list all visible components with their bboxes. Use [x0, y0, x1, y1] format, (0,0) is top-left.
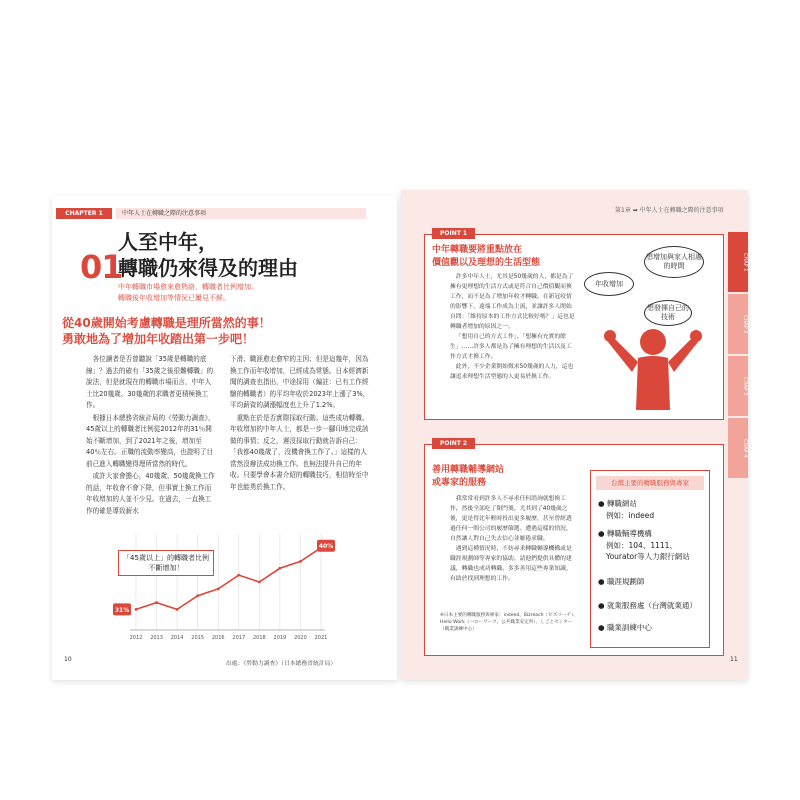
paragraph: 遇到這種情況時，不妨尋求轉職輔導機構或是職涯規劃師等專家的協助。請他們提供具體的建議，轉職也成功轉職。多多善用這些專業知識，有助於找到理想的工作。 — [450, 546, 572, 582]
service-label: 職業訓練中心 — [606, 623, 652, 632]
running-header: 第1章 ➡ 中年人士在轉職之際的注意事項 — [615, 207, 724, 214]
point1-heading-line2: 價值觀以及理想的生活型態 — [432, 258, 541, 268]
x-tick-label: 2016 — [211, 635, 225, 641]
service-label: 轉職輔導機構 — [606, 529, 652, 538]
x-tick-label: 2018 — [252, 635, 266, 641]
thought-bubble-income: 年收增加 — [584, 272, 634, 296]
x-tick-label: 2015 — [191, 635, 205, 641]
data-point — [155, 601, 158, 604]
chart-callout: 「45歲以上」的轉職者比例不斷增加！ — [118, 550, 214, 576]
page-title-line1: 人至中年， — [118, 230, 218, 254]
x-tick-label: 2013 — [150, 635, 163, 641]
paragraph: 許多中年人士，尤其是50幾歲的人，都是為了擁有更理想的生活方式或是符合自己價值觀而換工作，而不是為了增加年收才轉職。在新冠疫情的影響下，遠端工作成為主流，並讓許多人開始自問：「維持原本的工作方式比較好嗎？」這也是轉職者增加的原因之一。 — [450, 274, 575, 330]
service-item: ● 轉職輔導機構 — [598, 529, 652, 538]
point2-text — [450, 494, 576, 584]
page-number-left: 10 — [64, 656, 72, 663]
service-label: 職涯規劃師 — [606, 577, 645, 586]
side-tab-chapter-3[interactable]: CHAP 3 — [728, 356, 748, 416]
paragraph: 根據日本總務省統計局的《勞動力調查》，45歲以上的轉職者比例從2012年的31％開始不斷增加，到了2021年之後，增加至40％左右。正職的流動率變高，也證明了目前已進入轉職變得理所當然的時代。 — [86, 413, 215, 468]
section-number: 01 — [80, 248, 123, 286]
paragraph: 各位讀者是否曾聽說「35歲是轉職的底線」？過去的確有「35歲之後很難轉職」的說法，但是就現在的轉職市場而言，中年人士比20幾歲、30幾歲的求職者更積極換工作。 — [86, 355, 214, 409]
subtitle-line2: 轉職後年收增加等情況已屢見不鮮。 — [118, 294, 230, 302]
paragraph: 或許大家會擔心，40幾歲、50幾歲換工作的話，年收會不會下降，但事實上換工作而年收增加的人並不少見。在過去，一直換工作的確是導致薪水 — [86, 472, 215, 515]
service-item: ● 職業訓練中心 — [598, 623, 652, 632]
x-tick-label: 2012 — [129, 635, 143, 641]
end-value-label: 40% — [318, 543, 334, 551]
x-tick-label: 2017 — [232, 635, 246, 641]
red-heading-line2: 勇敢地為了增加年收踏出第一步吧！ — [62, 332, 255, 346]
data-point — [176, 608, 179, 611]
side-tab-chapter-2[interactable]: CHAP 2 — [728, 294, 748, 354]
point2-note: ※日本主要的轉職服務與專家：indeed、Bizreach（ビズリーチ）、Hello Work（ハローワーク，公共職業安定所）、しごとセンター（職業訓練中心） — [440, 613, 578, 632]
data-point — [217, 587, 220, 590]
service-label: 轉職網站 — [606, 499, 637, 508]
data-point — [299, 560, 302, 563]
chart-source: 出處：《勞動力調查》（日本總務省統計局） — [226, 661, 337, 667]
data-point — [258, 581, 261, 584]
page-number-right: 11 — [730, 656, 738, 663]
x-tick-label: 2019 — [273, 635, 287, 641]
chapter-title: 中年人士在轉職之際的注意事項 — [116, 208, 366, 219]
red-heading-line1: 從40歲開始考慮轉職是理所當然的事！ — [62, 316, 271, 330]
service-item: ● 就業服務處（台灣就業通） — [598, 601, 697, 610]
paragraph: 下滑、職涯愈走愈窄的主因；但是這幾年，因為換工作而年收增加，已經成為常態。日本經濟新聞的調查也指出，中途採用（編註：已有工作經驗的轉職者）的平均年收於2023年上漲了3%，平均薪資的調漲幅度也上升了1.2%。 — [230, 355, 370, 409]
service-item: ● 轉職網站 — [598, 499, 637, 508]
data-point — [237, 574, 240, 577]
x-tick-label: 2021 — [314, 635, 328, 641]
body-column-right — [230, 354, 370, 494]
point2-heading-line1: 善用轉職輔導網站 — [432, 465, 505, 475]
page-title-line2: 轉職仍來得及的理由 — [118, 256, 298, 280]
service-item: ● 職涯規劃師 — [598, 577, 645, 586]
paragraph: 此外，不少企業開始徵求50幾歲的人力，這也讓追求理想生活型態的人更易於換工作。 — [450, 364, 574, 380]
subtitle-line1: 中年轉職市場愈來愈熱絡，轉職者比例增加。 — [118, 283, 258, 291]
x-tick-label: 2014 — [170, 635, 184, 641]
service-example: 例如：104、1111、 — [606, 541, 677, 550]
data-point — [135, 608, 138, 611]
point-tag-1: POINT 1 — [432, 228, 475, 239]
service-label: 就業服務處（台灣就業通） — [606, 601, 697, 610]
paragraph: 我常常看到許多人不尋求任何諮詢就想換工作，然後全部吃了閉門羹。尤其到了40幾歲之後，更是得比年輕時投出更多履歷，甚至曾經透過任何一間公司的履歷篩選。遭遇這樣的情況，自然讓人對自己失去信心並厭倦求職。 — [450, 496, 572, 542]
line-chart — [110, 528, 335, 648]
person-cheering-icon — [598, 318, 708, 410]
data-point — [278, 567, 281, 570]
x-tick-label: 2020 — [294, 635, 307, 641]
point2-heading-line2: 或專家的服務 — [432, 478, 487, 488]
point-tag-2: POINT 2 — [432, 438, 475, 449]
services-title: 台灣主要的轉職服務與專家 — [596, 476, 704, 490]
service-example: Yourator等人力銀行網站 — [606, 552, 690, 561]
point1-heading-line1: 中年轉職要將重點放在 — [432, 245, 523, 255]
chapter-tag: CHAPTER 1 — [56, 208, 112, 219]
service-example: 例如：indeed — [606, 511, 655, 520]
thought-bubble-skills: 想發揮自己的技術 — [644, 300, 692, 326]
side-tab-chapter-1[interactable]: CHAP 1 — [728, 232, 748, 292]
side-tab-chapter-4[interactable]: CHAP 4 — [728, 418, 748, 478]
start-value-label: 31% — [114, 606, 130, 614]
paragraph: 「想用自己的方式工作」、「想擁有充實的餘生」……許多人都是為了擁有理想的生活以及工作方式才換工作。 — [450, 334, 572, 360]
point1-text — [450, 272, 576, 382]
thought-bubble-family: 想增加與家人相處的時間 — [644, 246, 704, 278]
paragraph: 重點在於是否實際採取行動。這些成功轉職、年收增加的中年人士，都是一步一腳印地完成該做的事情；反之，遲沒採取行動就告訴自己：「我都40幾歲了，沒機會換工作了。」這樣的人當然沒辦法成功換工作。也無法提升自己的年收。只要學會本書介紹的轉職技巧，相信時至中年也能勇於換工作。 — [230, 413, 369, 491]
data-point — [196, 594, 199, 597]
body-column-left — [86, 354, 216, 518]
